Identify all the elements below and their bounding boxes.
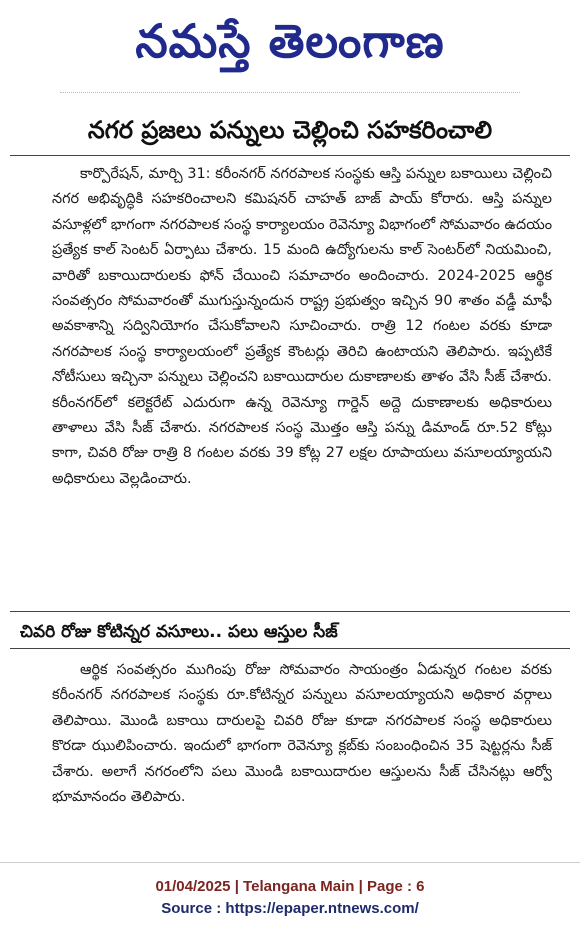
edition-info: 01/04/2025 | Telangana Main | Page : 6 bbox=[155, 878, 425, 895]
masthead-divider bbox=[60, 92, 520, 93]
subheading-divider bbox=[10, 648, 570, 649]
newspaper-masthead: నమస్తే తెలంగాణ bbox=[135, 14, 445, 68]
source-link[interactable]: Source : https://epaper.ntnews.com/ bbox=[161, 900, 419, 917]
subsection-paragraph: ఆర్థిక సంవత్సరం ముగింపు రోజు సోమవారం సాయంత్రం ఏడున్నర గంటల వరకు కరీంనగర్ నగరపాలక సంస్థకు రూ.కోటిన్నర పన్నులు వసూలయ్యాయని అధికార వర్గాలు తెలిపాయి. మొండి బకాయి దారులపై చివరి రోజు కూడా నగరపాలక సంస్థ అధికారులు కొరడా ఝులిపించారు. ఇందులో భాగంగా రెవెన్యూ క్లబ్‌కు సంబంధించిన 35 షెట్టర్లను సీజ్ చేశారు. అలాగే నగరంలోని పలు మొండి బకాయిదారుల ఆస్తులను సీజ్ చేసినట్లు ఆర్వో భూమానందం తెలిపారు. bbox=[52, 662, 552, 806]
section-divider bbox=[10, 611, 570, 612]
headline-divider bbox=[10, 155, 570, 156]
article-subsection bbox=[52, 658, 552, 810]
body-paragraph: కార్పొరేషన్, మార్చి 31: కరీంనగర్ నగరపాలక సంస్థకు ఆస్తి పన్నుల బకాయిలు చెల్లించి నగర అభివృద్ధికి సహకరించాలని కమిషనర్ చాహత్ బాజ్ పాయ్ కోరారు. ఆస్తి పన్నుల వసూళ్లలో భాగంగా నగరపాలక సంస్థ కార్యాలయం రెవెన్యూ విభాగంలో సోమవారం ఉదయం ప్రత్యేక కాల్ సెంటర్ ఏర్పాటు చేశారు. 15 మంది ఉద్యోగులను కాల్ సెంటర్‌లో నియమించి, వారితో బకాయిదారులకు ఫోన్ చేయించి సమాచారం అందించారు. 2024-2025 ఆర్థిక సంవత్సరం సోమవారంతో ముగుస్తున్నందున రాష్ట్ర ప్రభుత్వం ఇచ్చిన 90 శాతం వడ్డీ మాఫీ అవకాశాన్ని సద్వినియోగం చేసుకోవాలని సూచించారు. రాత్రి 12 గంటల వరకు కూడా నగరపాలక సంస్థ కార్యాలయంలో ప్రత్యేక కౌంటర్లు తెరిచి ఉంటాయని తెలిపారు. ఇప్పటికే నోటీసులు ఇచ్చినా పన్నులు చెల్లించని బకాయిదారుల దుకాణాలకు తాళం వేసి సీజ్ చేశారు. కరీంనగర్‌లో కలెక్టరేట్ ఎదురుగా ఉన్న రెవెన్యూ గార్డెన్ అద్దె దుకాణాలకు అధికారులు తాళాలు వేసి సీజ్ చేశారు. నగరపాలక సంస్థ మొత్తం ఆస్తి పన్ను డిమాండ్ రూ.52 కోట్లు కాగా, చివరి రోజు రాత్రి 8 గంటల వరకు 39 కోట్ల 27 లక్షల రూపాయలు వసూలయ్యాయని అధికారులు వెల్లడించారు. bbox=[52, 166, 552, 487]
footer-divider bbox=[0, 862, 580, 863]
article-body bbox=[52, 162, 552, 492]
article-subheading: చివరి రోజు కోటిన్నర వసూలు.. పలు ఆస్తుల సీజ్ bbox=[20, 622, 338, 642]
article-headline: నగర ప్రజలు పన్నులు చెల్లించి సహకరించాలి bbox=[87, 116, 493, 144]
